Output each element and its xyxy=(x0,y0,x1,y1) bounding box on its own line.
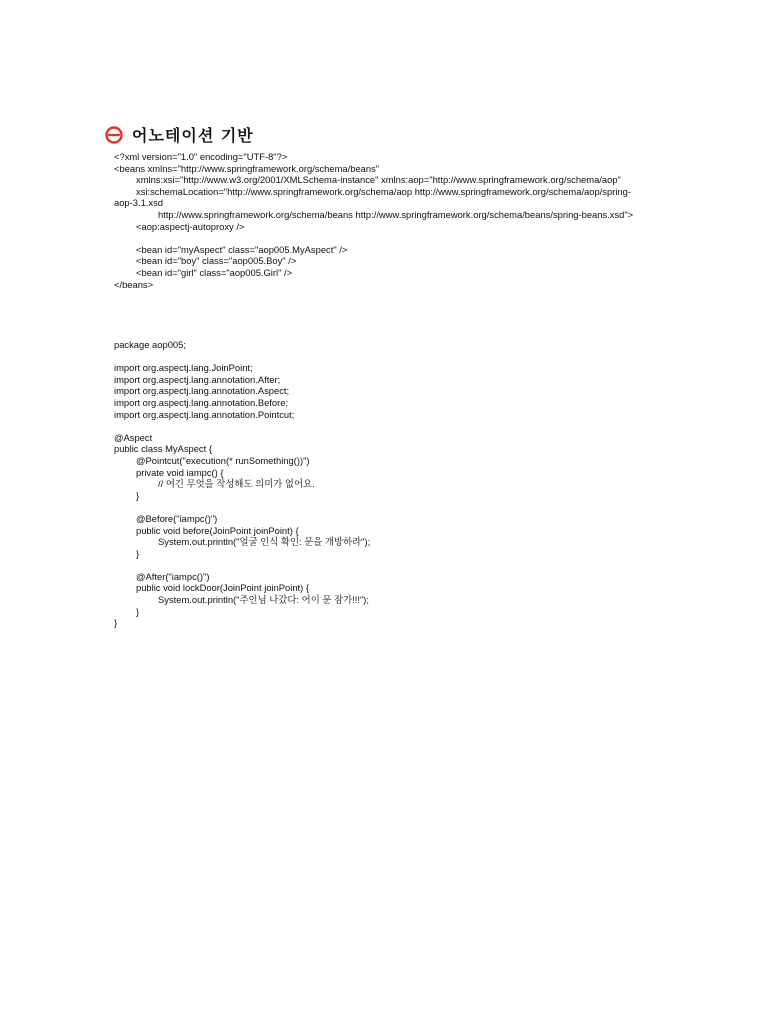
code-line: } xyxy=(136,605,140,617)
code-line: http://www.springframework.org/schema/beans http://www.springframework.org/schema/beans/spring-beans.xsd"> xyxy=(158,208,634,220)
code-line xyxy=(114,232,674,244)
code-line: xsi:schemaLocation="http://www.springframework.org/schema/aop http://www.springframework.org/schema/aop/spring- xyxy=(136,185,631,197)
code-line xyxy=(114,501,674,513)
code-line: private void iampc() { xyxy=(136,466,224,478)
code-line: import org.aspectj.lang.annotation.Before; xyxy=(114,396,289,408)
code-line: import org.aspectj.lang.JoinPoint; xyxy=(114,362,253,374)
code-line: System.out.println("주인님 나갔다: 어이 문 잠가!!!"); xyxy=(158,594,369,606)
code-line: public void lockDoor(JoinPoint joinPoint) { xyxy=(136,582,310,594)
java-aspect-code xyxy=(114,339,674,629)
code-line: public void before(JoinPoint joinPoint) { xyxy=(136,524,299,536)
code-line: <bean id="boy" class="aop005.Boy" /> xyxy=(136,255,297,267)
code-line: <aop:aspectj-autoproxy /> xyxy=(136,220,245,232)
section-title: 어노테이션 기반 xyxy=(132,125,254,145)
code-line: @Before("iampc()") xyxy=(136,512,218,524)
code-line: } xyxy=(114,617,118,629)
code-line: } xyxy=(136,489,140,501)
code-line: @Aspect xyxy=(114,431,153,443)
code-line: System.out.println("얼굴 인식 확인: 문을 개방하라"); xyxy=(158,536,371,548)
code-line: import org.aspectj.lang.annotation.Pointcut; xyxy=(114,408,295,420)
code-line: xmlns:xsi="http://www.w3.org/2001/XMLSchema-instance" xmlns:aop="http://www.springframework.org/schema/aop" xyxy=(136,174,621,186)
code-line: package aop005; xyxy=(114,339,186,350)
code-line: <bean id="girl" class="aop005.Girl" /> xyxy=(136,266,293,278)
code-line: public class MyAspect { xyxy=(114,443,212,455)
code-line: // 여긴 무엇을 작성해도 의미가 없어요. xyxy=(158,478,315,490)
code-line: <?xml version="1.0" encoding="UTF-8"?> xyxy=(114,151,288,162)
code-line: aop-3.1.xsd xyxy=(114,197,163,209)
code-line: } xyxy=(136,547,140,559)
code-line: @Pointcut("execution(* runSomething())") xyxy=(136,454,310,466)
section-heading xyxy=(104,122,254,146)
code-line: <beans xmlns="http://www.springframework.org/schema/beans" xyxy=(114,162,380,174)
code-line: @After("iampc()") xyxy=(136,570,210,582)
code-line: <bean id="myAspect" class="aop005.MyAspect" /> xyxy=(136,243,348,255)
code-line: </beans> xyxy=(114,278,154,290)
xml-config-code xyxy=(114,151,674,290)
code-line xyxy=(114,351,674,363)
code-line: import org.aspectj.lang.annotation.Aspect; xyxy=(114,385,290,397)
circle-bullet-icon xyxy=(104,124,124,144)
code-line: import org.aspectj.lang.annotation.After; xyxy=(114,373,281,385)
code-line xyxy=(114,420,674,432)
code-line xyxy=(114,559,674,571)
